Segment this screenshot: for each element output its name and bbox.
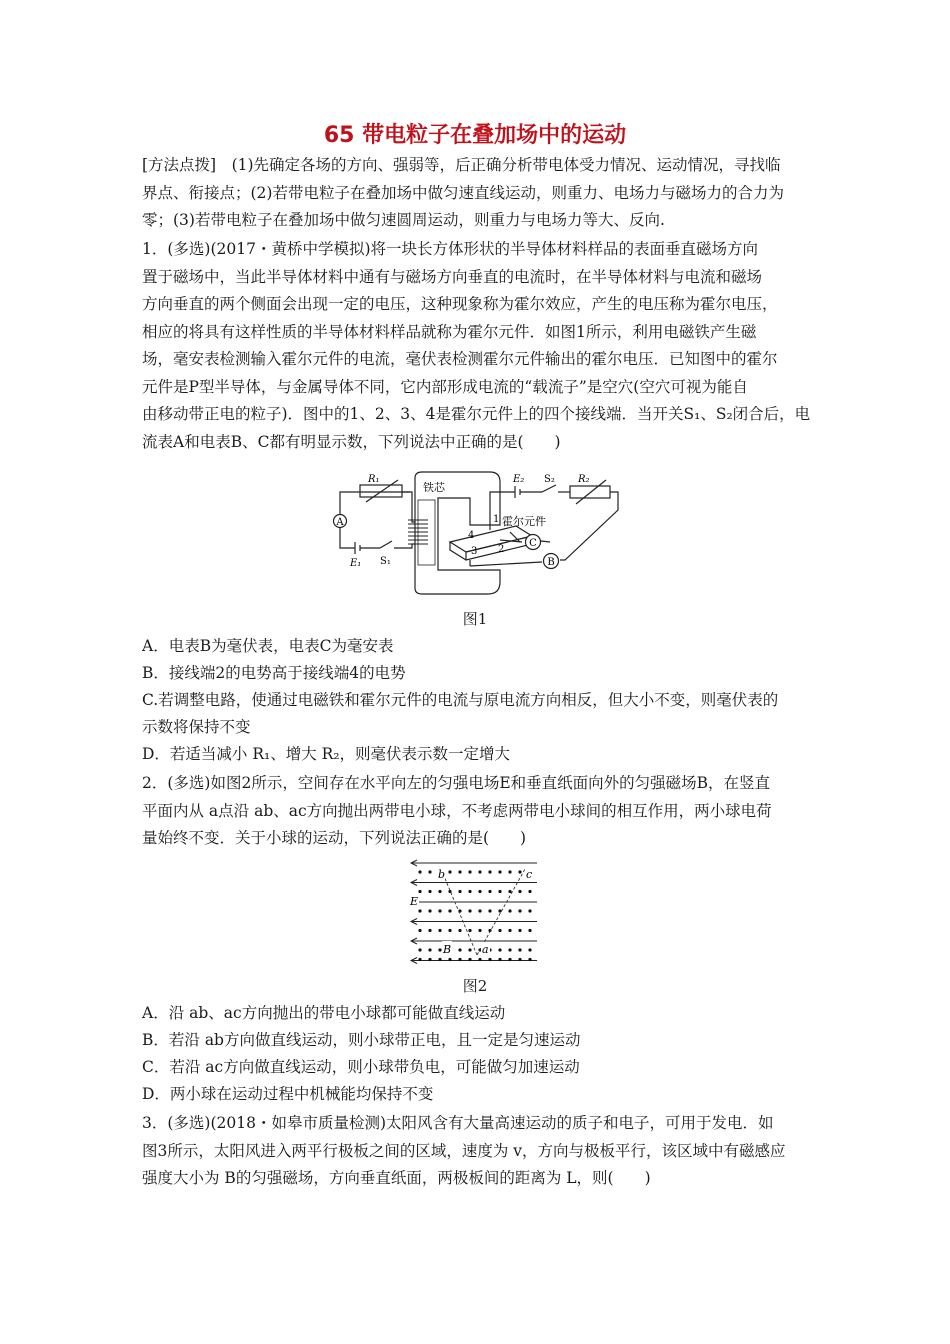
magnetic-field-dot bbox=[508, 890, 511, 893]
magnetic-field-dot bbox=[418, 948, 421, 951]
text-line: 相应的将具有这样性质的半导体材料样品就称为霍尔元件．如图1所示，利用电磁铁产生磁 bbox=[142, 322, 757, 341]
magnetic-field-dot bbox=[478, 929, 481, 932]
magnetic-field-dot bbox=[518, 958, 521, 961]
magnetic-field-dot bbox=[498, 948, 501, 951]
magnetic-field-dot bbox=[438, 890, 441, 893]
magnetic-field-dot bbox=[528, 909, 531, 912]
text-line: 流表A和电表B、C都有明显示数，下列说法中正确的是( ) bbox=[142, 432, 561, 451]
q2-option-d: D．两小球在运动过程中机械能均保持不变 bbox=[142, 1085, 434, 1103]
magnetic-field-dot bbox=[478, 870, 481, 873]
magnetic-field-dot bbox=[418, 909, 421, 912]
text-line: 场，毫安表检测输入霍尔元件的电流，毫伏表检测霍尔元件输出的霍尔电压．已知图中的霍尔 bbox=[142, 350, 778, 368]
magnetic-field-dot bbox=[448, 929, 451, 932]
text-line: 方向垂直的两个侧面会出现一定的电压，这种现象称为霍尔效应，产生的电压称为霍尔电压， bbox=[142, 295, 778, 313]
magnetic-field-dot bbox=[508, 909, 511, 912]
text-line: [方法点拨] (1)先确定各场的方向、强弱等，后正确分析带电体受力情况、运动情况，寻找临 bbox=[142, 156, 781, 174]
magnetic-field-dot bbox=[498, 929, 501, 932]
magnetic-field-dot bbox=[468, 870, 471, 873]
magnetic-field-dot bbox=[418, 958, 421, 961]
s1-label: S₁ bbox=[380, 556, 391, 567]
method-tip-paragraph bbox=[142, 152, 810, 235]
q1-option-b: B．接线端2的电势高于接线端4的电势 bbox=[142, 664, 406, 682]
page-title: 65 带电粒子在叠加场中的运动 bbox=[323, 123, 627, 148]
magnetic-field-dot bbox=[428, 948, 431, 951]
text-line: 图3所示，太阳风进入两平行极板之间的区域，速度为 v，方向与极板平行，该区域中有磁感应 bbox=[142, 1141, 786, 1160]
text-line: 强度大小为 B的匀强磁场，方向垂直纸面，两极板间的距离为 L，则( ) bbox=[142, 1169, 651, 1187]
magnetic-field-dot bbox=[458, 890, 461, 893]
figure-2-field-diagram bbox=[405, 855, 545, 970]
magnetic-field-dot bbox=[448, 870, 451, 873]
text-line: 界点、衔接点；(2)若带电粒子在叠加场中做匀速直线运动，则重力、电场力与磁场力的合力为 bbox=[142, 183, 784, 202]
q1-option-c: C.若调整电路，使通过电磁铁和霍尔元件的电流与原电流方向相反，但大小不变，则毫伏表的 bbox=[142, 691, 779, 709]
text-line: 置于磁场中，当此半导体材料中通有与磁场方向垂直的电流时，在半导体材料与电流和磁场 bbox=[142, 267, 763, 286]
magnetic-field-dot bbox=[458, 948, 461, 951]
r1-label: R₁ bbox=[368, 474, 380, 485]
magnetic-field-dot bbox=[488, 890, 491, 893]
question-1-stem bbox=[142, 236, 810, 456]
magnetic-field-dot bbox=[468, 890, 471, 893]
meter-c-label: C bbox=[529, 538, 537, 549]
magnetic-field-dot bbox=[498, 958, 501, 961]
question-2-stem bbox=[142, 770, 810, 853]
figure-1-caption: 图1 bbox=[462, 610, 488, 628]
magnetic-field-dot bbox=[478, 890, 481, 893]
magnetic-field-dot bbox=[458, 929, 461, 932]
magnetic-field-dot bbox=[418, 870, 421, 873]
meter-b-label: B bbox=[547, 557, 555, 568]
meter-a-label: A bbox=[336, 517, 344, 528]
magnetic-field-dot bbox=[418, 929, 421, 932]
q2-option-c: C．若沿 ac方向做直线运动，则小球带负电，可能做匀加速运动 bbox=[142, 1058, 580, 1076]
magnetic-field-dot bbox=[468, 948, 471, 951]
magnetic-field-dot bbox=[518, 890, 521, 893]
e2-label: E₂ bbox=[513, 474, 525, 485]
text-line: 3．(多选)(2018・如皋市质量检测)太阳风含有大量高速运动的质子和电子，可用于发电．如 bbox=[142, 1114, 774, 1132]
figure-2-caption: 图2 bbox=[462, 977, 488, 995]
magnetic-field-dot bbox=[488, 870, 491, 873]
point-c-label: c bbox=[526, 868, 533, 881]
magnetic-field-dot bbox=[428, 958, 431, 961]
magnetic-field-dot bbox=[468, 929, 471, 932]
magnetic-field-dot bbox=[448, 909, 451, 912]
text-line: 2．(多选)如图2所示，空间存在水平向左的匀强电场E和垂直纸面向外的匀强磁场B，在竖直 bbox=[142, 774, 771, 792]
terminal-1-label: 1 bbox=[493, 514, 500, 525]
magnetic-field-dot bbox=[458, 958, 461, 961]
magnetic-field-dot bbox=[438, 929, 441, 932]
magnetic-field-dot bbox=[418, 890, 421, 893]
magnetic-field-dot bbox=[528, 958, 531, 961]
magnetic-field-dot bbox=[508, 929, 511, 932]
magnetic-field-dot bbox=[468, 909, 471, 912]
e-field-label: E bbox=[410, 895, 419, 908]
question-3-stem bbox=[142, 1110, 810, 1193]
terminal-4-label: 4 bbox=[468, 530, 475, 541]
magnetic-field-dot bbox=[428, 909, 431, 912]
r2-label: R₂ bbox=[578, 474, 590, 485]
magnetic-field-dot bbox=[488, 958, 491, 961]
magnetic-field-dot bbox=[428, 890, 431, 893]
point-b-label: b bbox=[438, 868, 446, 881]
text-line: 由移动带正电的粒子)．图中的1、2、3、4是霍尔元件上的四个接线端．当开关S₁、S₂闭合后，电 bbox=[142, 405, 810, 423]
q1-option-d: D．若适当减小 R₁、增大 R₂，则毫伏表示数一定增大 bbox=[142, 745, 511, 763]
text-line: 平面内从 a点沿 ab、ac方向抛出两带电小球，不考虑两带电小球间的相互作用，两小球电荷 bbox=[142, 801, 772, 820]
magnetic-field-dot bbox=[438, 909, 441, 912]
iron-core-label: 铁芯 bbox=[423, 481, 445, 494]
text-line: 元件是P型半导体，与金属导体不同，它内部形成电流的“载流子”是空穴(空穴可视为能自 bbox=[142, 377, 748, 396]
s2-label: S₂ bbox=[544, 474, 555, 485]
magnetic-field-dot bbox=[438, 958, 441, 961]
magnetic-field-dot bbox=[528, 890, 531, 893]
q1-option-c-continued: 示数将保持不变 bbox=[142, 718, 251, 736]
magnetic-field-dot bbox=[518, 929, 521, 932]
magnetic-field-dot bbox=[498, 870, 501, 873]
magnetic-field-dot bbox=[448, 958, 451, 961]
e1-label: E₁ bbox=[350, 558, 362, 569]
magnetic-field-dot bbox=[508, 958, 511, 961]
magnetic-field-dot bbox=[478, 909, 481, 912]
terminal-2-label: 2 bbox=[498, 544, 505, 555]
magnetic-field-dot bbox=[478, 958, 481, 961]
point-a-label: a bbox=[482, 943, 489, 956]
text-line: 量始终不变．关于小球的运动，下列说法正确的是( ) bbox=[142, 829, 527, 847]
magnetic-field-dot bbox=[518, 948, 521, 951]
b-field-label: B bbox=[443, 943, 452, 956]
magnetic-field-dot bbox=[438, 948, 441, 951]
hall-element-label: 霍尔元件 bbox=[502, 515, 546, 528]
magnetic-field-dot bbox=[468, 958, 471, 961]
text-line: 1．(多选)(2017・黄桥中学模拟)将一块长方体形状的半导体材料样品的表面垂直磁场方向 bbox=[142, 240, 758, 258]
magnetic-field-dot bbox=[528, 929, 531, 932]
q2-option-a: A．沿 ab、ac方向抛出的带电小球都可能做直线运动 bbox=[142, 1004, 506, 1022]
magnetic-field-dot bbox=[508, 948, 511, 951]
magnetic-field-dot bbox=[488, 909, 491, 912]
figure-1-hall-circuit bbox=[320, 470, 630, 602]
terminal-3-label: 3 bbox=[471, 546, 478, 557]
q2-option-b: B．若沿 ab方向做直线运动，则小球带正电，且一定是匀速运动 bbox=[142, 1031, 581, 1049]
magnetic-field-dot bbox=[458, 870, 461, 873]
magnetic-field-dot bbox=[428, 870, 431, 873]
magnetic-field-dot bbox=[518, 909, 521, 912]
magnetic-field-dot bbox=[518, 870, 521, 873]
magnetic-field-dot bbox=[528, 948, 531, 951]
magnetic-field-dot bbox=[498, 890, 501, 893]
magnetic-field-dot bbox=[508, 870, 511, 873]
q1-option-a: A．电表B为毫伏表，电表C为毫安表 bbox=[142, 637, 394, 655]
magnetic-field-dot bbox=[428, 929, 431, 932]
text-line: 零；(3)若带电粒子在叠加场中做匀速圆周运动，则重力与电场力等大、反向. bbox=[142, 211, 665, 229]
